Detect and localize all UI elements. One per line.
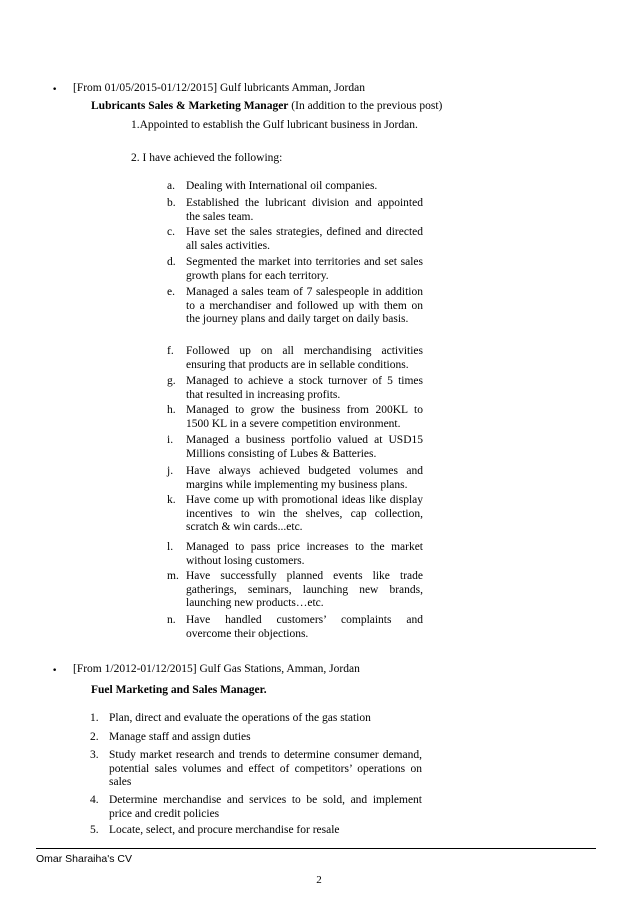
list-marker: l.	[167, 541, 174, 553]
list-item-text: Locate, select, and procure merchandise for resale	[109, 824, 340, 836]
list-item-text: Determine merchandise and services to be sold, and implement price and credit policies	[109, 794, 422, 820]
list-marker: k.	[167, 494, 176, 506]
list-item-text: Manage staff and assign duties	[109, 731, 251, 743]
list-marker: f.	[167, 345, 174, 357]
list-item-text: Dealing with International oil companies.	[186, 180, 378, 192]
list-marker: 5.	[90, 824, 99, 836]
list-marker: m.	[167, 570, 179, 582]
job1-title-line	[91, 100, 442, 112]
list-marker: d.	[167, 256, 176, 268]
list-item-text: Plan, direct and evaluate the operations of the gas station	[109, 712, 371, 724]
list-item-text: Managed a business portfolio valued at USD15 Millions consisting of Lubes & Batteries.	[186, 434, 423, 460]
job1-point-1: 1.Appointed to establish the Gulf lubricant business in Jordan.	[131, 119, 418, 131]
list-marker: h.	[167, 404, 176, 416]
list-marker: i.	[167, 434, 174, 446]
job2-title: Fuel Marketing and Sales Manager.	[91, 684, 267, 696]
list-marker: j.	[167, 465, 174, 477]
job1-point-2: 2. I have achieved the following:	[131, 152, 283, 164]
job1-header: [From 01/05/2015-01/12/2015] Gulf lubricants Amman, Jordan	[73, 82, 365, 94]
list-marker: a.	[167, 180, 175, 192]
list-marker: c.	[167, 226, 175, 238]
list-item-text: Followed up on all merchandising activities ensuring that products are in sellable conditions.	[186, 345, 423, 371]
job1-title-note: (In addition to the previous post)	[291, 100, 443, 112]
footer-author: Omar Sharaiha's CV	[36, 853, 132, 865]
list-item-text: Segmented the market into territories and set sales growth plans for each territory.	[186, 256, 423, 282]
list-item-text: Have set the sales strategies, defined and directed all sales activities.	[186, 226, 423, 252]
list-item-text: Managed to pass price increases to the market without losing customers.	[186, 541, 423, 567]
list-item-text: Managed to achieve a stock turnover of 5 times that resulted in increasing profits.	[186, 375, 423, 401]
list-item-text: Have always achieved budgeted volumes and margins while implementing my business plans.	[186, 465, 423, 491]
job2-header: [From 1/2012-01/12/2015] Gulf Gas Stations, Amman, Jordan	[73, 663, 360, 675]
list-marker: 1.	[90, 712, 99, 724]
list-marker: 2.	[90, 731, 99, 743]
bullet-icon: •	[52, 666, 58, 676]
list-marker: g.	[167, 375, 176, 387]
footer-divider	[36, 848, 596, 849]
list-item-text: Established the lubricant division and appointed the sales team.	[186, 197, 423, 223]
list-item-text: Have handled customers’ complaints and overcome their objections.	[186, 614, 423, 640]
list-item-text: Have successfully planned events like trade gatherings, seminars, launching new brands, launching new products…etc.	[186, 570, 423, 609]
job1-title: Lubricants Sales & Marketing Manager	[91, 100, 289, 112]
list-marker: n.	[167, 614, 176, 626]
list-item-text: Managed to grow the business from 200KL to 1500 KL in a severe competition environment.	[186, 404, 423, 430]
list-marker: 3.	[90, 749, 99, 761]
list-item-text: Managed a sales team of 7 salespeople in addition to a merchandiser and followed up with them on the journey plans and daily target on daily basis.	[186, 286, 423, 325]
list-item-text: Study market research and trends to determine consumer demand, potential sales volumes and effect of competitors’ operations on sales	[109, 749, 422, 788]
list-marker: b.	[167, 197, 176, 209]
list-marker: 4.	[90, 794, 99, 806]
bullet-icon: •	[52, 85, 58, 95]
list-marker: e.	[167, 286, 175, 298]
list-item-text: Have come up with promotional ideas like display incentives to win the shelves, cap collection, scratch & win cards...etc.	[186, 494, 423, 533]
page-number: 2	[316, 874, 322, 886]
